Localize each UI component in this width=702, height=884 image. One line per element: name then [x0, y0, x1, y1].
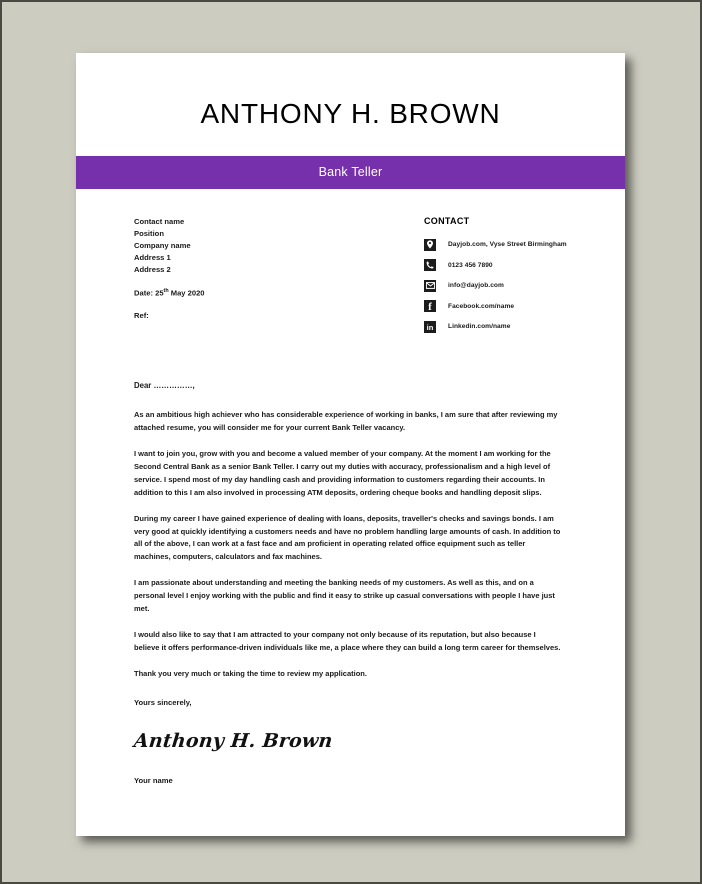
- recipient-address-2: Address 2: [134, 264, 171, 274]
- svg-text:in: in: [426, 322, 434, 332]
- signature: Anthony H. Brown: [132, 729, 334, 752]
- letter-paragraph: I am passionate about understanding and meeting the banking needs of my customers. As well as this, and on a personal level I enjoy working with the public and find it easy to strike up casual conversations with people I have just met.: [134, 578, 555, 613]
- phone-icon: [424, 259, 436, 271]
- linkedin-icon: [424, 321, 436, 333]
- contact-block: [356, 216, 625, 342]
- letter-paragraph: During my career I have gained experience of dealing with loans, deposits, traveller's checks and savings bonds. I am very good at quickly identifying a customers needs and have no problem handling large amounts of cash. In addition to all of the above, I can work at a fast face and am proficient in operating related office equipment such as teller machines, computers, calculators and fax machines.: [134, 513, 561, 562]
- letter-ref: Ref:: [134, 311, 149, 321]
- letter-paragraph: Thank you very much or taking the time to review my application.: [134, 668, 367, 678]
- contact-phone-text: 0123 456 7890: [448, 261, 493, 269]
- location-pin-icon: [424, 239, 436, 251]
- contact-item-linkedin: [424, 321, 625, 333]
- letter-body: [76, 341, 625, 784]
- recipient-position: Position: [134, 228, 164, 238]
- contact-linkedin-text: Linkedin.com/name: [448, 323, 511, 331]
- date-rest: May 2020: [168, 288, 205, 298]
- contact-heading: CONTACT: [424, 215, 470, 226]
- contact-email-text: info@dayjob.com: [448, 282, 504, 290]
- recipient-contact-name: Contact name: [134, 216, 185, 226]
- recipient-company-name: Company name: [134, 240, 191, 250]
- job-title-text: Bank Teller: [318, 165, 383, 180]
- facebook-icon: [424, 300, 436, 312]
- salutation: Dear ……………,: [134, 381, 195, 391]
- meta-row: [76, 189, 625, 342]
- recipient-block: [76, 216, 356, 342]
- contact-item-phone: [424, 259, 625, 271]
- contact-item-address: [424, 239, 625, 251]
- letter-paragraph: I want to join you, grow with you and become a valued member of your company. At the moment I am working for the Second Central Bank as a senior Bank Teller. I carry out my duties with accuracy, professionalism and a high level of service. I spend most of my day handling cash and providing information to customers regarding their accounts. In addition to this I am also involved in processing ATM deposits, ordering cheque books and handling deposit slips.: [134, 449, 551, 497]
- spacer: [134, 276, 356, 287]
- letter-paragraph: As an ambitious high achiever who has considerable experience of working in banks, I am sure that after reviewing my attached resume, you will consider me for your current Bank Teller vacancy.: [134, 410, 558, 433]
- your-name-placeholder: Your name: [134, 775, 173, 785]
- svg-text:f: f: [428, 301, 432, 313]
- contact-address-text: Dayjob.com, Vyse Street Birmingham: [448, 241, 567, 249]
- page-title: ANTHONY H. BROWN: [200, 98, 501, 129]
- cover-letter-page: [76, 53, 625, 836]
- letter-closing: Yours sincerely,: [134, 697, 192, 707]
- contact-item-facebook: [424, 300, 625, 312]
- recipient-address-1: Address 1: [134, 252, 171, 262]
- letter-paragraph: I would also like to say that I am attracted to your company not only because of its reputation, but also because I believe it offers performance-driven individuals like me, a place where they can build a long term career for themselves.: [134, 629, 561, 652]
- letter-date: [134, 287, 356, 300]
- email-icon: [424, 280, 436, 292]
- job-title-band: [76, 156, 625, 189]
- contact-facebook-text: Facebook.com/name: [448, 302, 515, 310]
- spacer: [134, 299, 356, 310]
- date-label: Date: 25: [134, 288, 164, 298]
- date-ordinal-suffix: th: [163, 287, 169, 294]
- contact-item-email: [424, 280, 625, 292]
